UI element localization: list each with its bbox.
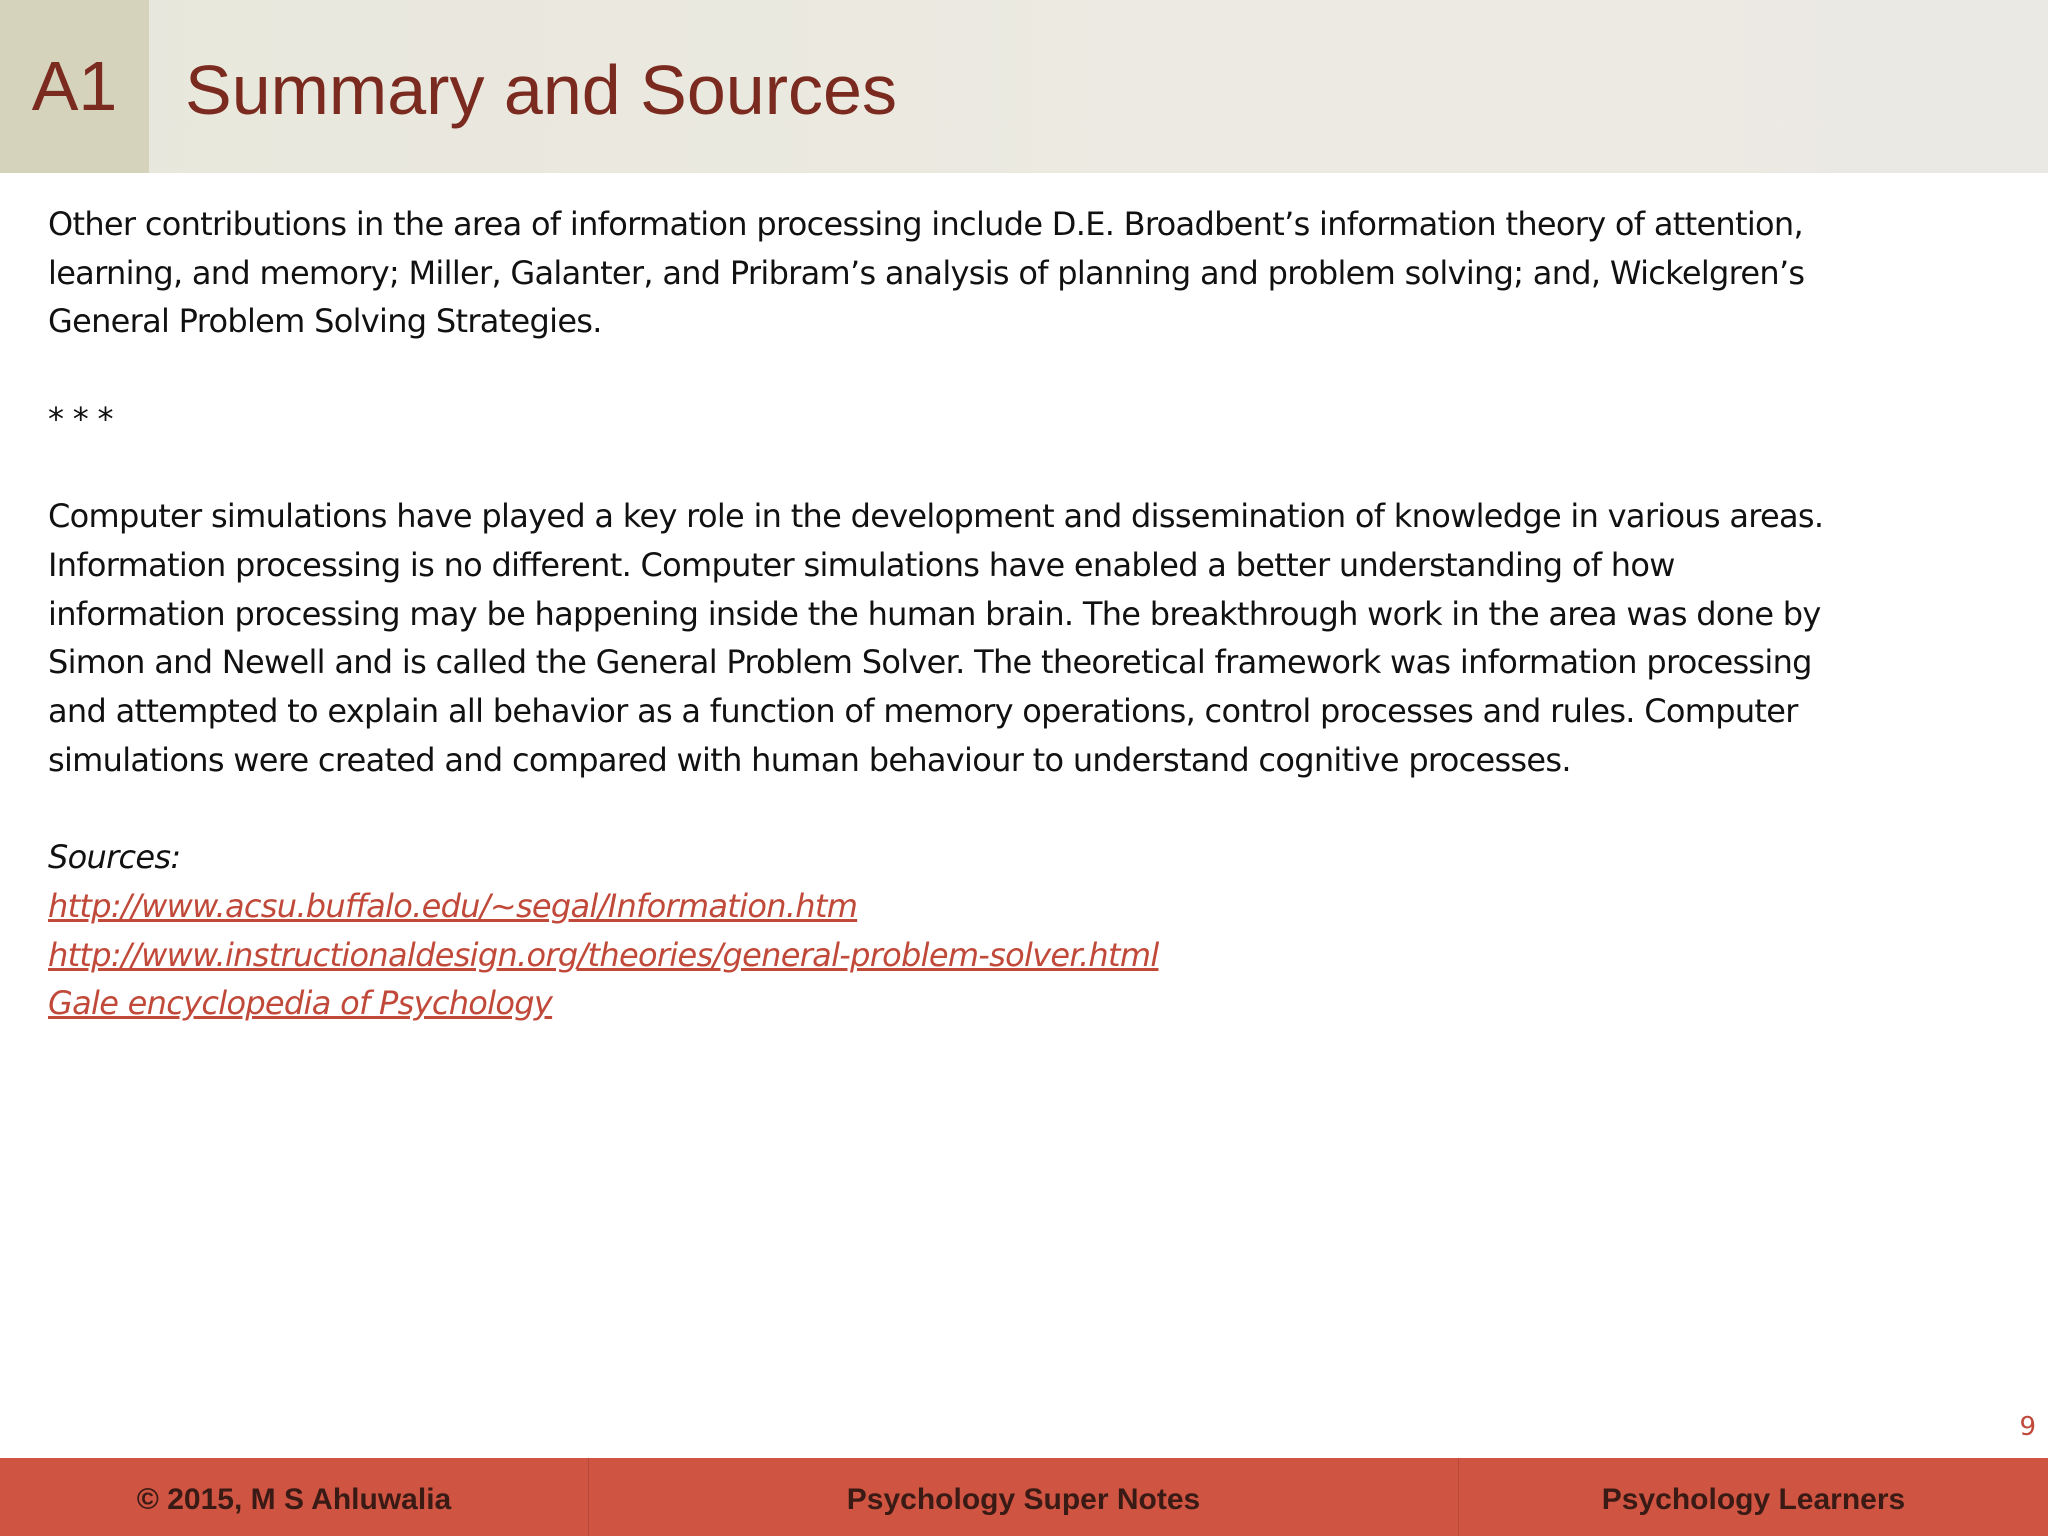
sources-label: Sources:	[48, 838, 181, 877]
slide-title: Summary and Sources	[185, 51, 897, 129]
page-number: 9	[2019, 1412, 2036, 1442]
paragraph-2-line: Information processing is no different. Computer simulations have enabled a better understanding of how	[48, 545, 1675, 584]
footer-copyright: © 2015, M S Ahluwalia	[0, 1458, 589, 1536]
source-link-instructional-design[interactable]: http://www.instructionaldesign.org/theories/general-problem-solver.html	[48, 935, 1159, 974]
slide-footer	[0, 1458, 2048, 1536]
source-link-gale-encyclopedia[interactable]: Gale encyclopedia of Psychology	[48, 984, 553, 1023]
paragraph-2-line: simulations were created and compared with human behaviour to understand cognitive processes.	[48, 740, 1571, 779]
footer-right-title: Psychology Learners	[1601, 1483, 1906, 1516]
section-number-box	[0, 0, 149, 173]
paragraph-1-line: learning, and memory; Miller, Galanter, and Pribram’s analysis of planning and problem solving; and, Wickelgren’s	[48, 253, 1805, 292]
slide-header	[0, 0, 2048, 173]
footer-center-title: Psychology Super Notes	[589, 1458, 1459, 1536]
paragraph-2-line: Computer simulations have played a key role in the development and dissemination of knowledge in various areas.	[48, 497, 1824, 536]
separator: * * *	[48, 399, 113, 438]
slide-content	[48, 200, 2008, 1028]
paragraph-2-line: information processing may be happening inside the human brain. The breakthrough work in the area was done by	[48, 594, 1821, 633]
paragraph-2-line: Simon and Newell and is called the General Problem Solver. The theoretical framework was information processing	[48, 643, 1812, 682]
source-link-buffalo[interactable]: http://www.acsu.buffalo.edu/~segal/Information.htm	[48, 886, 858, 925]
section-number: A1	[31, 47, 118, 125]
paragraph-2-line: and attempted to explain all behavior as a function of memory operations, control processes and rules. Computer	[48, 692, 1798, 730]
paragraph-1-line: General Problem Solving Strategies.	[48, 302, 602, 341]
paragraph-1-line: Other contributions in the area of information processing include D.E. Broadbent’s information theory of attention,	[48, 205, 1803, 243]
